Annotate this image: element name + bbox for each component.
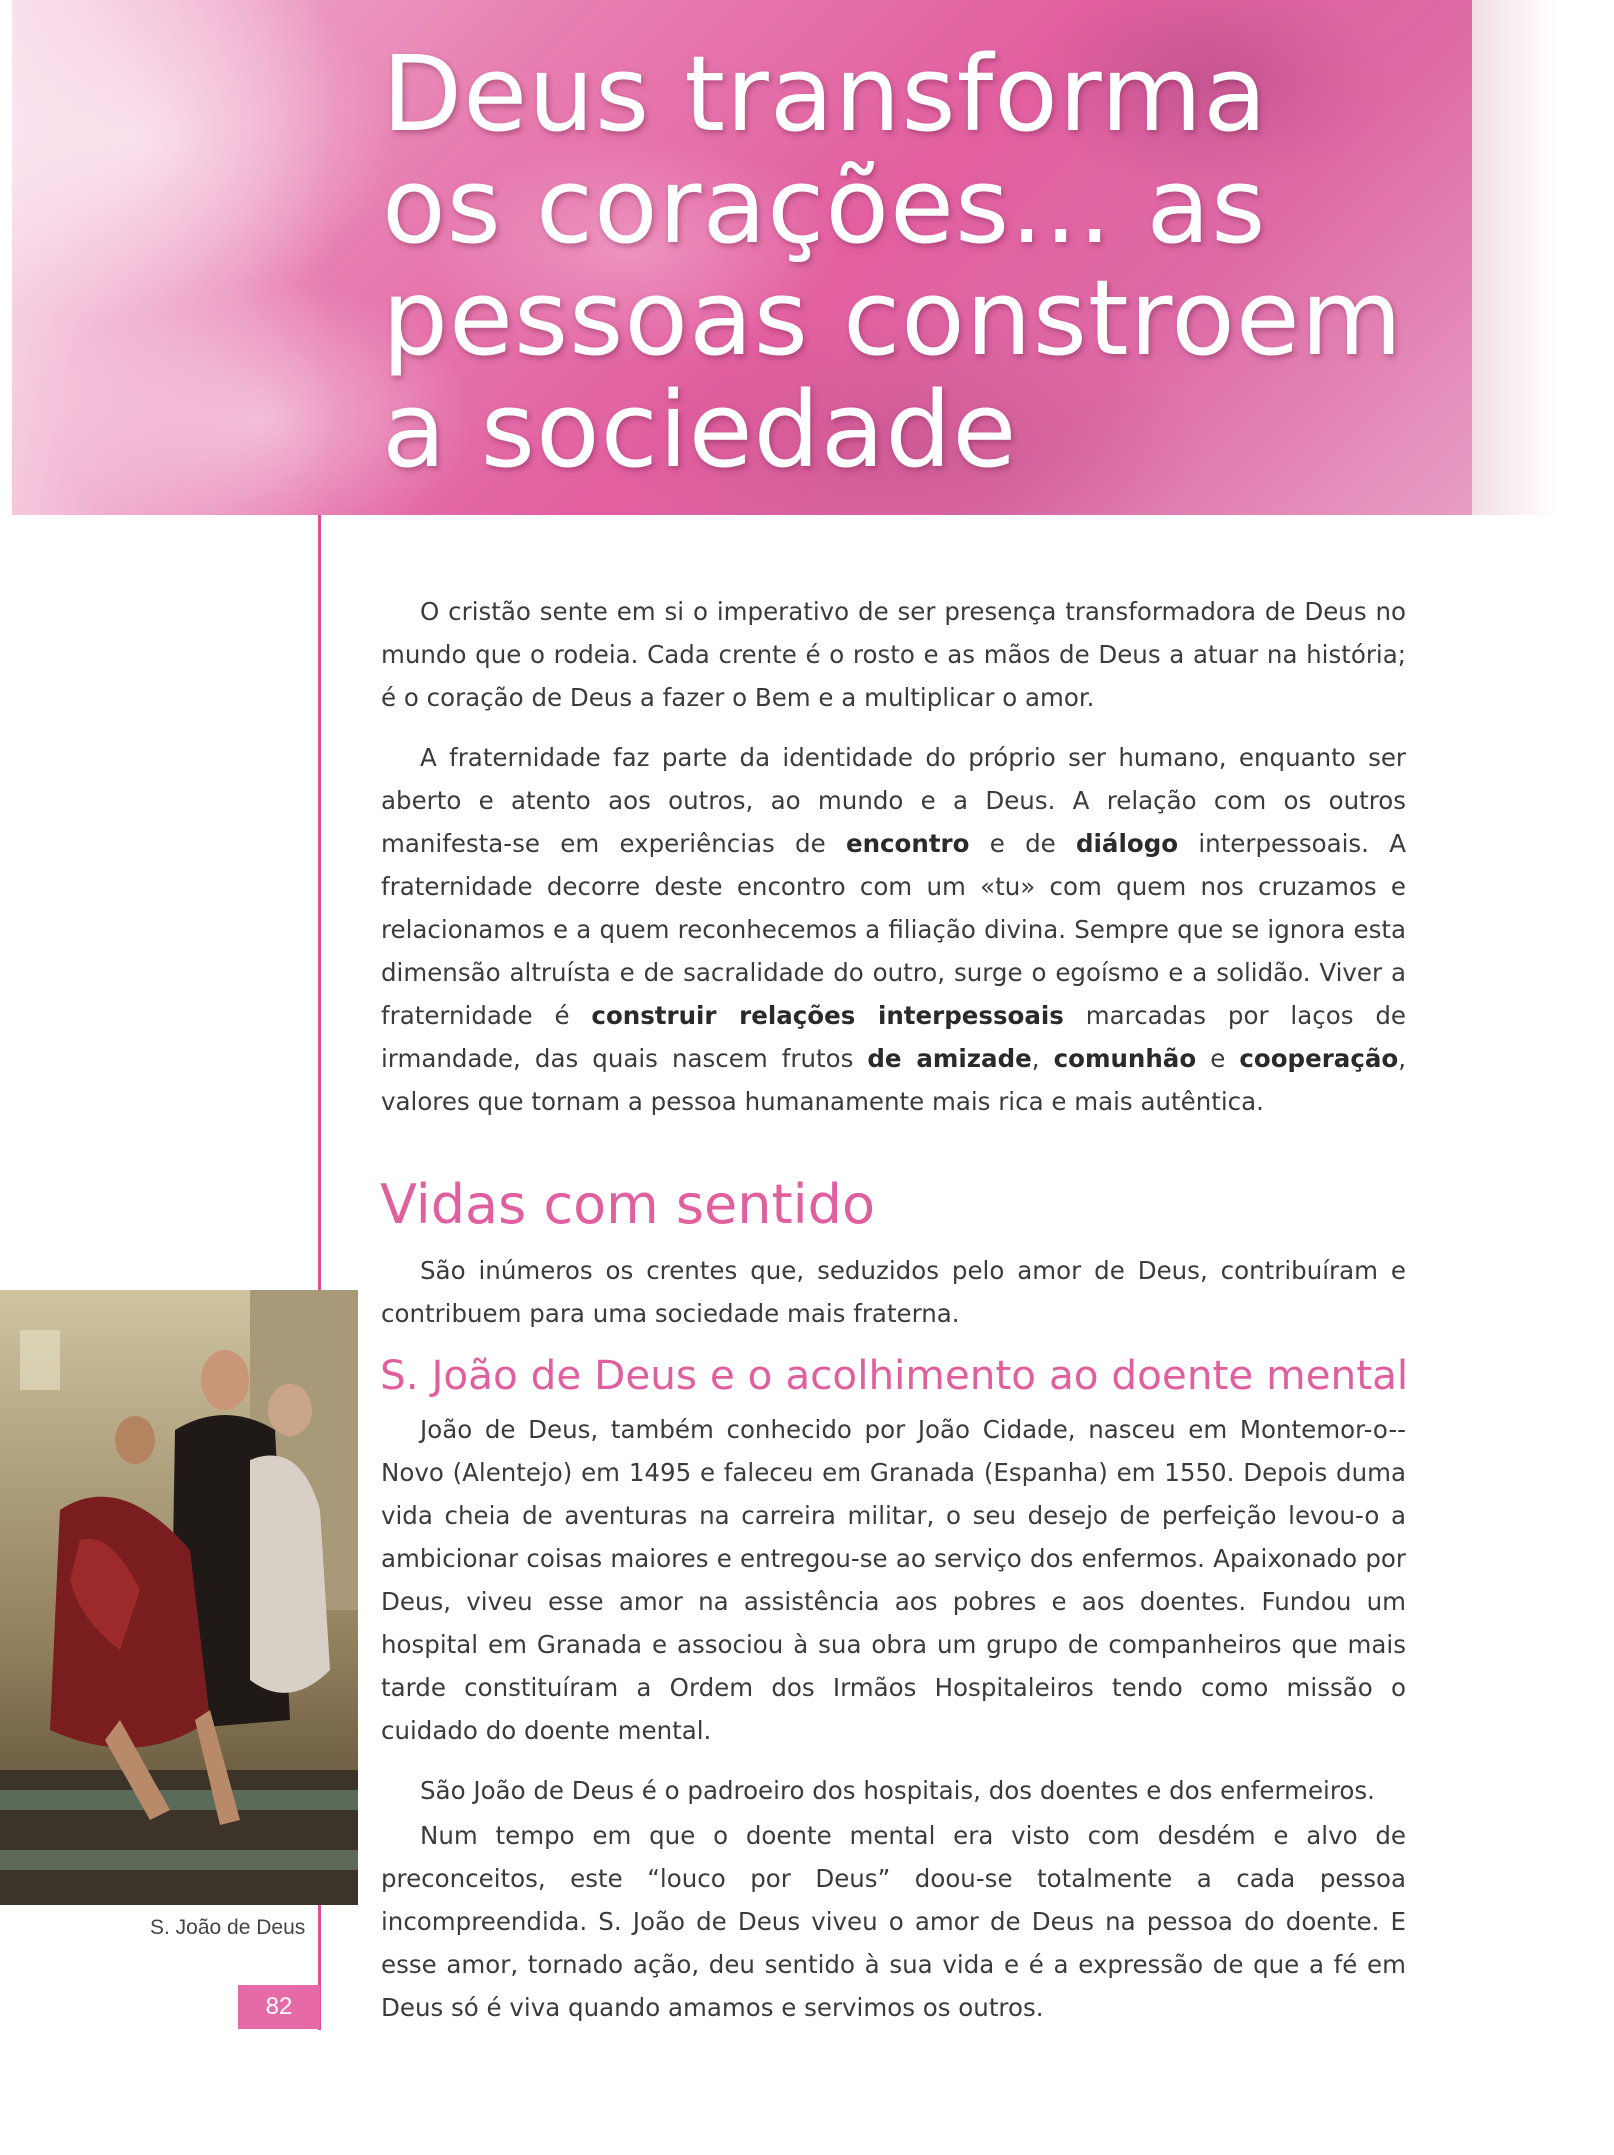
section-intro-paragraph: São inúmeros os crentes que, seduzidos pelo amor de Deus, contribuíram e contribuem para uma sociedade mais fraterna. — [381, 1256, 1406, 1328]
header-photo-overlay — [12, 0, 332, 515]
text-run: interpessoais. A fraternidade decorre deste encontro com um «tu» com quem nos cruzamos e relacionamos e a quem reconhecemos a filiação divina. Sempre que se ignora esta dimensão altruísta e de sacralidade do outro, surge o egoísmo e a solidão. Viver a fraternidade é — [381, 829, 1406, 1030]
text-run: , — [1031, 1044, 1054, 1073]
title-line: a sociedade — [382, 369, 1018, 491]
text-run: e de — [969, 829, 1076, 858]
text-run: A fraternidade faz parte da identidade do próprio ser humano, enquanto ser aberto e atento aos outros, ao mundo e a Deus. A relação com os outros manifesta-se em experiências de — [381, 743, 1406, 858]
text-run: , valores que tornam a pessoa humanamente mais rica e mais autêntica. — [381, 1044, 1406, 1116]
page-title — [382, 33, 1404, 491]
patron-paragraph: São João de Deus é o padroeiro dos hospitais, dos doentes e dos enfermeiros. — [420, 1776, 1375, 1805]
bold-term: encontro — [845, 829, 970, 858]
saint-painting-image — [0, 1290, 358, 1905]
bold-term: diálogo — [1076, 829, 1179, 858]
painting-illustration — [0, 1290, 358, 1905]
header-edge-fade — [1472, 0, 1614, 515]
bold-term: construir relações interpessoais — [591, 1001, 1064, 1030]
bold-term: cooperação — [1239, 1044, 1399, 1073]
title-line: pessoas constroem — [382, 257, 1404, 379]
biography-paragraph: João de Deus, também conhecido por João Cidade, nasceu em Montemor-o--Novo (Alentejo) em 1495 e faleceu em Granada (Espanha) em 1550. Depois duma vida cheia de aventuras na carreira militar, o seu desejo de perfeição levou-o a ambicionar coisas maiores e entregou-se ao serviço dos enfermos. Apaixonado por Deus, viveu esse amor na assistência aos pobres e aos doentes. Fundou um hospital em Granada e associou à sua obra um grupo de companheiros que mais tarde constituíram a Ordem dos Irmãos Hospitaleiros tendo como missão o cuidado do doente mental. — [381, 1415, 1406, 1745]
bold-term: comunhão — [1053, 1044, 1197, 1073]
section-heading: Vidas com sentido — [380, 1173, 875, 1236]
closing-paragraph: Num tempo em que o doente mental era visto com desdém e alvo de preconceitos, este “louco por Deus” doou-se totalmente a cada pessoa incompreendida. S. João de Deus viveu o amor de Deus na pessoa do doente. E esse amor, tornado ação, deu sentido à sua vida e é a expressão de que a fé em Deus só é viva quando amamos e servimos os outros. — [381, 1821, 1406, 2022]
header-banner — [12, 0, 1472, 515]
title-line: Deus transforma — [382, 33, 1268, 155]
figure-caption: S. João de Deus — [150, 1916, 306, 1939]
intro-paragraph: O cristão sente em si o imperativo de ser presença transformadora de Deus no mundo que o rodeia. Cada crente é o rosto e as mãos de Deus a atuar na história; é o coração de Deus a fazer o Bem e a multiplicar o amor. — [381, 597, 1406, 712]
page-number-badge: 82 — [238, 1985, 320, 2029]
text-run: marcadas por laços de irmandade, das quais nascem frutos — [381, 1001, 1406, 1073]
text-run: e — [1196, 1044, 1240, 1073]
subsection-heading: S. João de Deus e o acolhimento ao doente mental — [380, 1351, 1409, 1399]
main-content — [380, 590, 1409, 2046]
bold-term: de amizade — [867, 1044, 1032, 1073]
fraternity-paragraph — [381, 736, 1406, 1123]
title-line: os corações... as — [382, 145, 1267, 267]
